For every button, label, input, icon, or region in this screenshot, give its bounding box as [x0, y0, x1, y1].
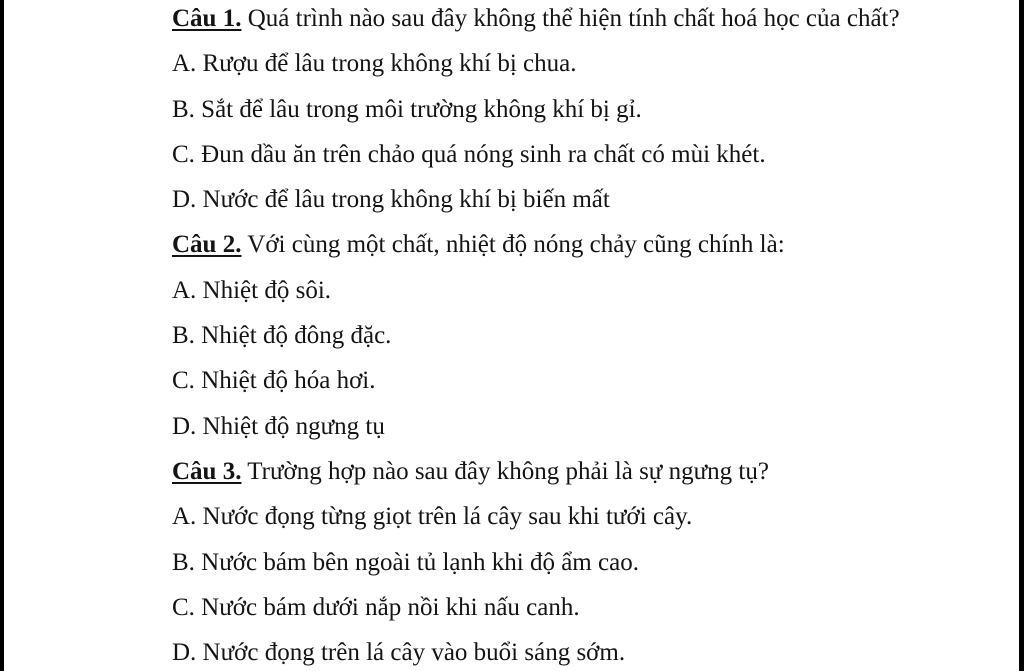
question-3-label: Câu 3.: [172, 457, 242, 485]
question-1-option-d: D. Nước để lâu trong không khí bị biến mất: [172, 186, 610, 214]
question-3-option-c: C. Nước bám dưới nắp nồi khi nấu canh.: [172, 593, 580, 621]
question-3-text: Trường hợp nào sau đây không phải là sự ngưng tụ?: [241, 457, 769, 485]
question-1-stem: [172, 0, 1012, 45]
question-2-label: Câu 2.: [172, 231, 242, 259]
question-2-stem: [172, 226, 1012, 271]
question-1-text: Quá trình nào sau đây không thể hiện tính chất hoá học của chất?: [241, 5, 900, 32]
question-2-text: Với cùng một chất, nhiệt độ nóng chảy cũng chính là:: [241, 231, 785, 259]
document-page: [4, 0, 1019, 671]
question-3-option-a: A. Nước đọng từng giọt trên lá cây sau khi tưới cây.: [172, 503, 693, 531]
question-3-option-b: B. Nước bám bên ngoài tủ lạnh khi độ ẩm cao.: [172, 548, 639, 576]
question-list: [172, 0, 1012, 671]
question-3-option-d: D. Nước đọng trên lá cây vào buổi sáng sớm.: [172, 639, 626, 667]
question-2-option-a: A. Nhiệt độ sôi.: [172, 276, 332, 304]
question-1-option-a: A. Rượu để lâu trong không khí bị chua.: [172, 50, 577, 78]
question-1-label: Câu 1.: [172, 5, 242, 32]
question-1-option-b: B. Sắt để lâu trong môi trường không khí bị gỉ.: [172, 95, 642, 123]
question-2-option-b: B. Nhiệt độ đông đặc.: [172, 322, 392, 350]
question-2-option-d: D. Nhiệt độ ngưng tụ: [172, 412, 385, 440]
question-2-option-c: C. Nhiệt độ hóa hơi.: [172, 367, 376, 395]
question-3-stem: [172, 453, 1012, 498]
question-1-option-c: C. Đun dầu ăn trên chảo quá nóng sinh ra chất có mùi khét.: [172, 140, 766, 168]
